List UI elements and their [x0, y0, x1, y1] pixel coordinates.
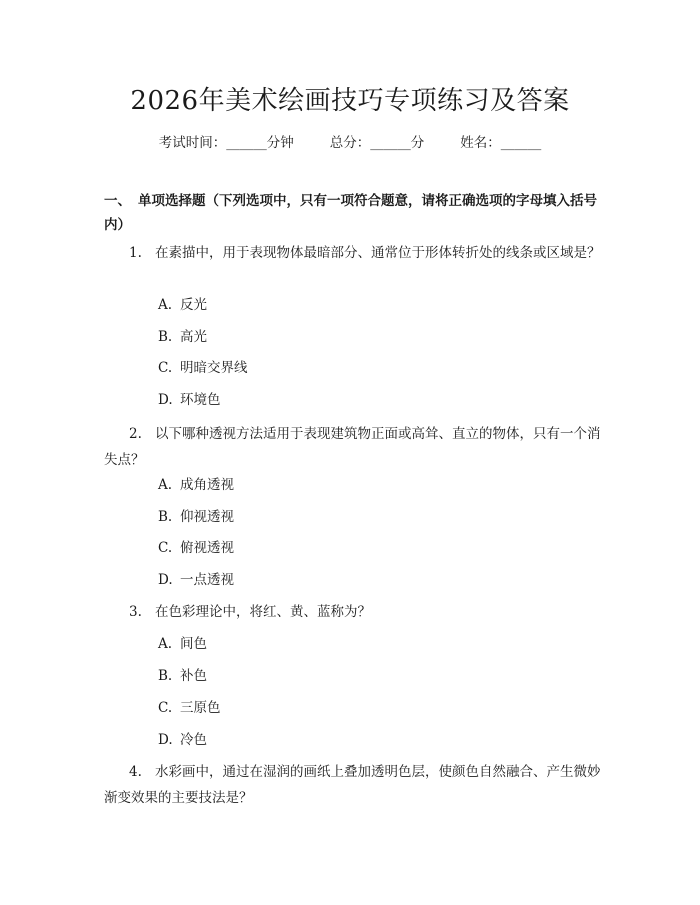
option-text: 成角透视	[180, 477, 234, 493]
question-number: 4.	[129, 764, 142, 780]
total-score-field: 总分：______分	[329, 135, 425, 151]
option-letter: A.	[158, 477, 173, 493]
option-letter: B.	[158, 509, 173, 525]
option-2d	[158, 570, 234, 590]
option-text: 三原色	[180, 700, 221, 716]
option-letter: B.	[158, 329, 173, 345]
option-letter: A.	[158, 297, 173, 313]
option-1a	[158, 295, 207, 315]
option-text: 反光	[180, 297, 207, 313]
question-text: 水彩画中，通过在湿润的画纸上叠加透明色层，使颜色自然融合、产生微妙渐变效果的主要技法是？	[104, 764, 601, 806]
question-text: 在素描中，用于表现物体最暗部分、通常位于形体转折处的线条或区域是？	[155, 245, 601, 261]
option-3a	[158, 634, 207, 654]
page-title: 2026年美术绘画技巧专项练习及答案	[130, 86, 570, 116]
option-3d	[158, 730, 207, 750]
question-2	[104, 421, 604, 473]
question-1	[104, 240, 604, 266]
option-text: 一点透视	[180, 572, 234, 588]
question-text: 在色彩理论中，将红、黄、蓝称为？	[155, 604, 371, 620]
option-text: 补色	[180, 668, 207, 684]
section-number: 一、	[104, 193, 131, 209]
option-letter: C.	[158, 360, 173, 376]
student-name-field: 姓名：______	[460, 135, 542, 151]
exam-info-line	[0, 131, 700, 151]
option-2a	[158, 475, 234, 495]
question-4	[104, 759, 604, 811]
question-number: 3.	[129, 604, 142, 620]
option-text: 明暗交界线	[180, 360, 248, 376]
question-number: 1.	[129, 245, 142, 261]
option-1d	[158, 390, 221, 410]
option-text: 高光	[180, 329, 207, 345]
option-letter: D.	[158, 572, 173, 588]
exam-time-field: 考试时间：______分钟	[158, 135, 294, 151]
option-1c	[158, 358, 248, 378]
question-number: 2.	[129, 426, 142, 442]
option-letter: C.	[158, 700, 173, 716]
question-text: 以下哪种透视方法适用于表现建筑物正面或高耸、直立的物体，只有一个消失点？	[104, 426, 601, 468]
option-3b	[158, 666, 207, 686]
option-3c	[158, 698, 221, 718]
option-text: 间色	[180, 636, 207, 652]
option-text: 仰视透视	[180, 509, 234, 525]
option-text: 冷色	[180, 732, 207, 748]
option-letter: C.	[158, 540, 173, 556]
option-text: 环境色	[180, 392, 221, 408]
option-letter: D.	[158, 392, 173, 408]
section-heading	[104, 189, 604, 237]
option-text: 俯视透视	[180, 540, 234, 556]
option-1b	[158, 327, 207, 347]
section-title: 单项选择题（下列选项中，只有一项符合题意，请将正确选项的字母填入括号内）	[104, 193, 597, 233]
option-letter: D.	[158, 732, 173, 748]
option-2b	[158, 507, 234, 527]
option-letter: A.	[158, 636, 173, 652]
option-letter: B.	[158, 668, 173, 684]
question-3	[104, 599, 604, 625]
option-2c	[158, 538, 234, 558]
